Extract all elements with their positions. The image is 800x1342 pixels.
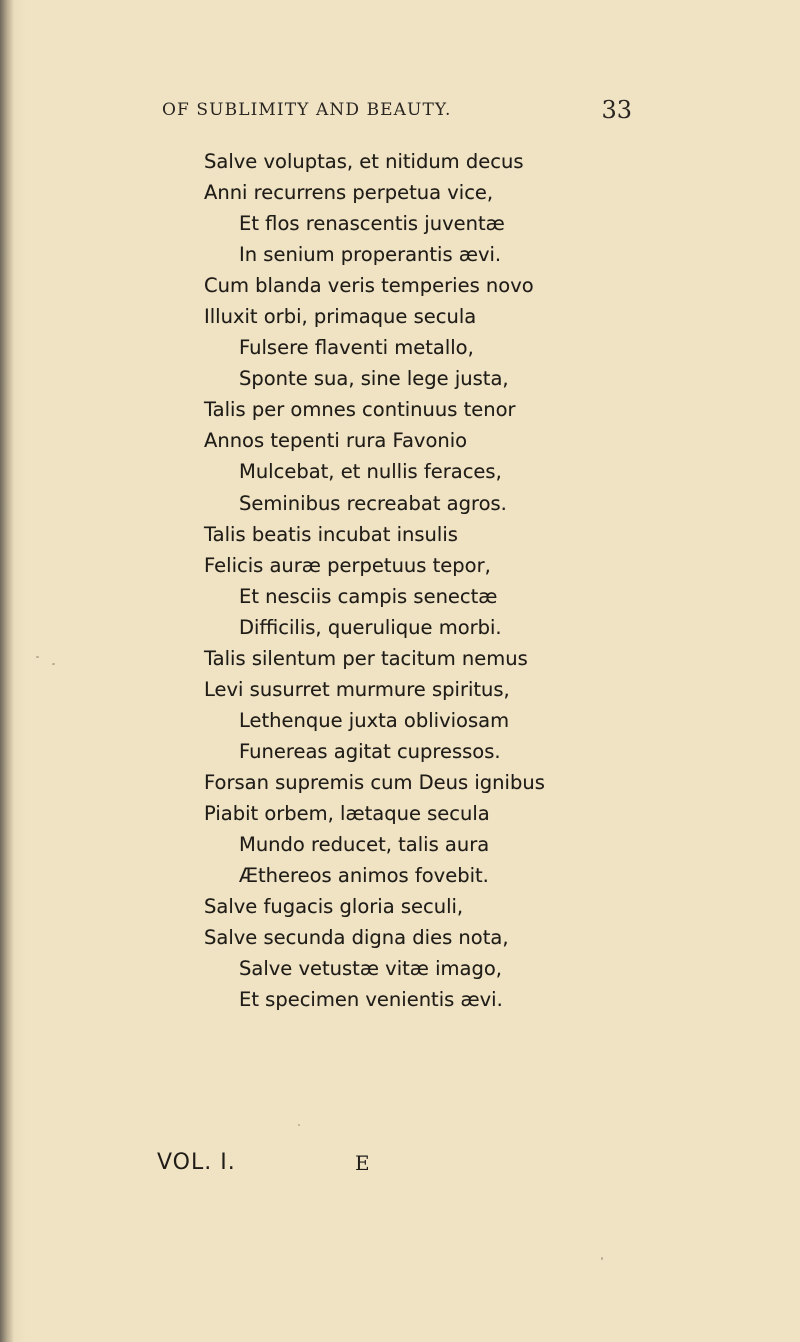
poem-line-11: Mulcebat, et nullis feraces, [239, 460, 502, 484]
running-title: OF SUBLIMITY AND BEAUTY. [162, 100, 452, 120]
poem-line-15: Et nesciis campis senectæ [239, 584, 498, 608]
poem-line-8: Sponte sua, sine lege justa, [239, 367, 509, 391]
poem-line-2: Anni recurrens perpetua vice, [204, 181, 494, 205]
poem-line-26: Salve secunda digna dies nota, [204, 926, 509, 950]
poem-line-25: Salve fugacis gloria seculi, [204, 895, 464, 919]
poem-line-21: Forsan supremis cum Deus ignibus [204, 770, 545, 794]
poem-line-18: Levi susurret murmure spiritus, [204, 677, 510, 701]
poem-line-23: Mundo reducet, talis aura [239, 833, 490, 857]
poem-line-19: Lethenque juxta obliviosam [239, 708, 510, 732]
poem-line-9: Talis per omnes continuus tenor [204, 398, 516, 422]
poem-line-22: Piabit orbem, lætaque secula [204, 801, 490, 825]
poem-line-17: Talis silentum per tacitum nemus [204, 646, 528, 670]
paper-speck [601, 1257, 603, 1260]
running-header [162, 92, 632, 128]
poem-line-16: Difficilis, querulique morbi. [239, 615, 502, 639]
poem-line-4: In senium properantis ævi. [239, 243, 502, 267]
poem-line-12: Seminibus recreabat agros. [239, 491, 507, 515]
poem-line-27: Salve vetustæ vitæ imago, [239, 957, 502, 981]
paper-speck [52, 663, 55, 665]
poem-line-24: Æthereos animos fovebit. [239, 864, 489, 888]
poem-line-3: Et flos renascentis juventæ [239, 212, 505, 236]
poem-line-10: Annos tepenti rura Favonio [204, 429, 468, 453]
poem-line-20: Funereas agitat cupressos. [239, 739, 501, 763]
paper-speck [36, 656, 39, 658]
paper-speck [298, 1124, 300, 1126]
poem-line-14: Felicis auræ perpetuus tepor, [204, 553, 491, 577]
poem-text [0, 146, 800, 1015]
volume-signature: VOL. I. [157, 1150, 236, 1175]
poem-line-28: Et specimen venientis ævi. [239, 988, 503, 1012]
page-number: 33 [601, 96, 632, 124]
poem-line-7: Fulsere flaventi metallo, [239, 336, 474, 360]
poem-line-6: Illuxit orbi, primaque secula [204, 305, 477, 329]
poem-line-1: Salve voluptas, et nitidum decus [204, 150, 524, 173]
signature-mark: E [355, 1151, 370, 1175]
poem-line-5: Cum blanda veris temperies novo [204, 274, 534, 298]
page-footer [0, 1150, 800, 1186]
poem-line-13: Talis beatis incubat insulis [204, 522, 458, 546]
